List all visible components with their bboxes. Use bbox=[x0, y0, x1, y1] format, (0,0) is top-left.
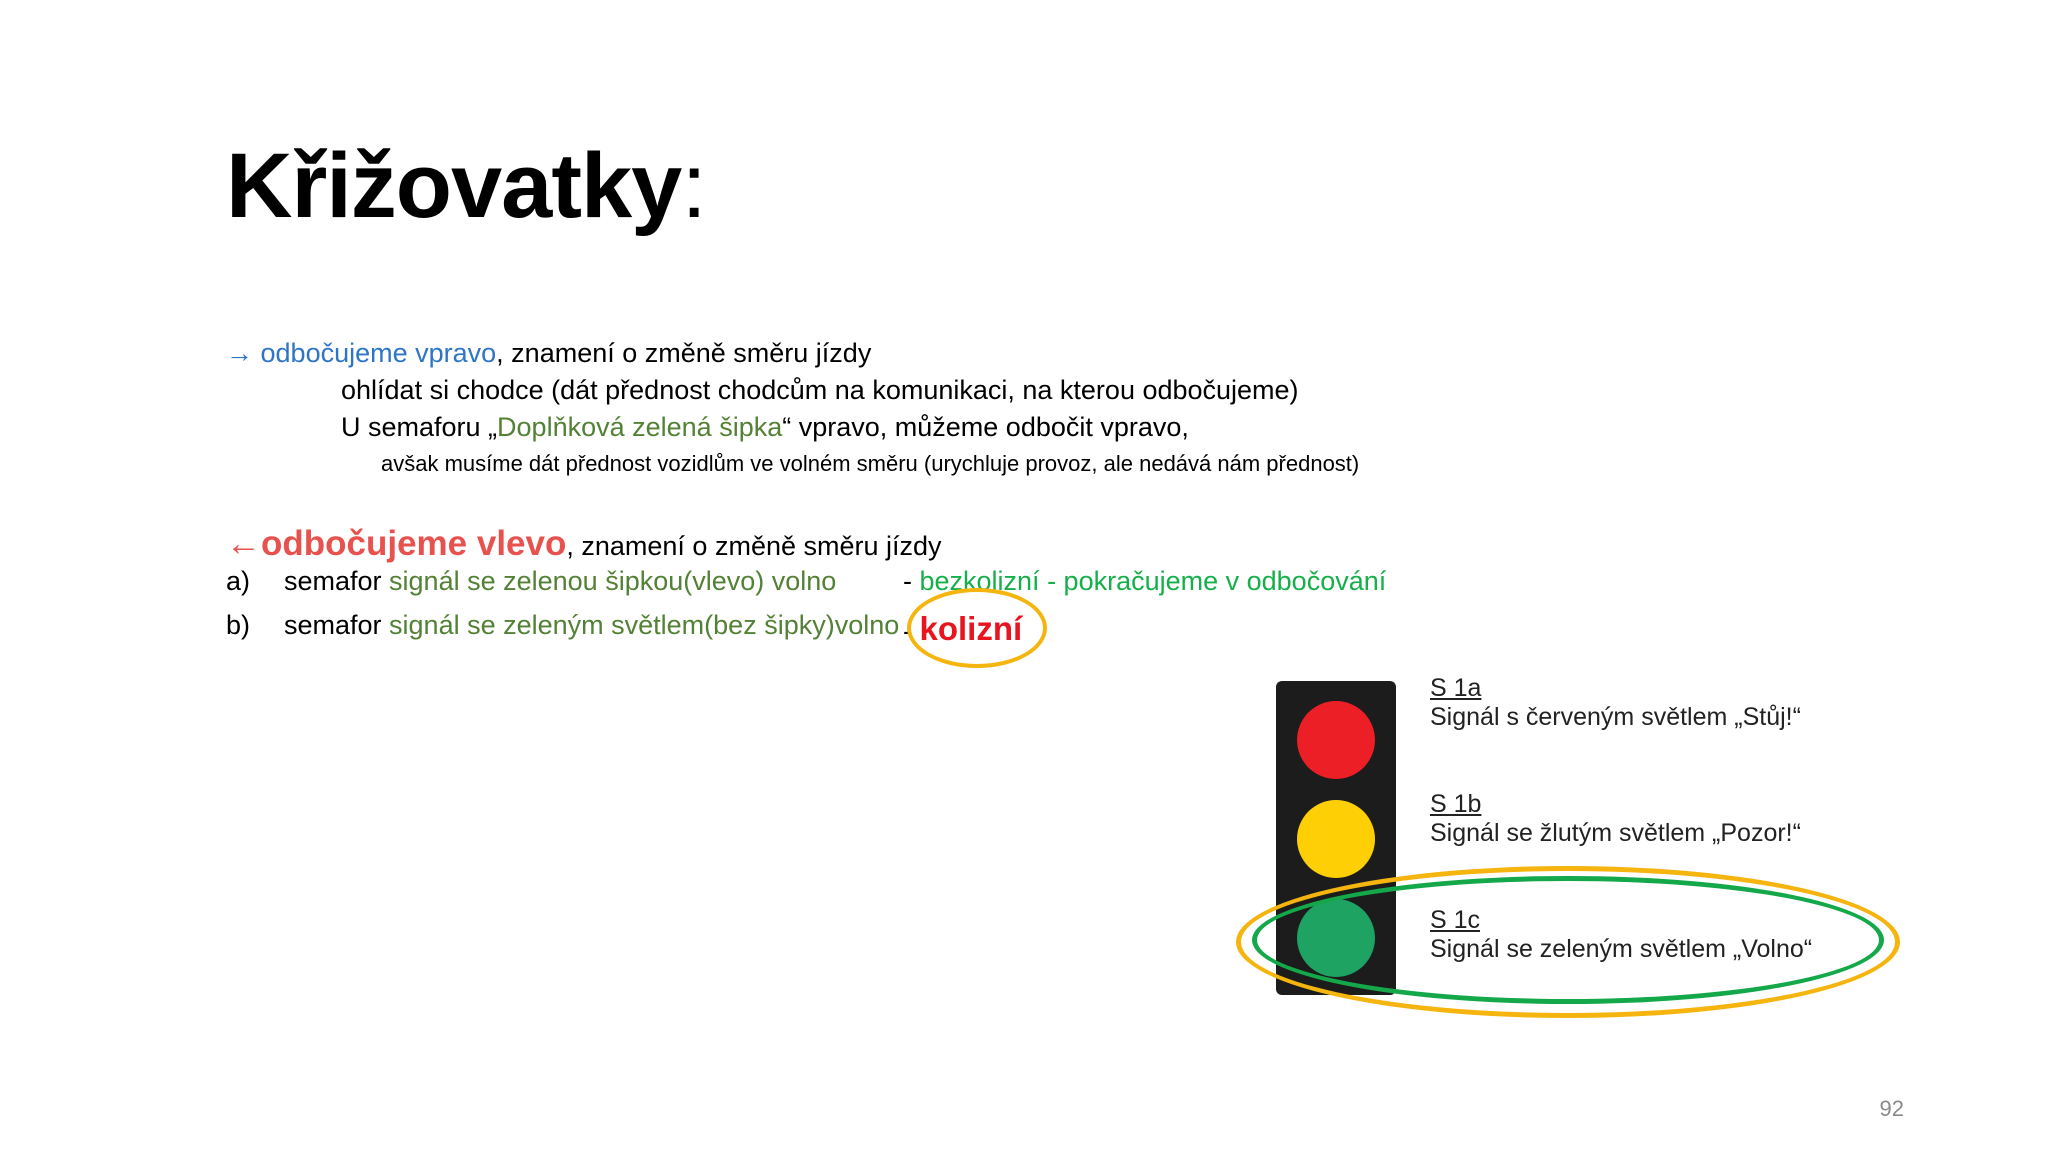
list-item-b-dash: - bbox=[903, 616, 920, 646]
signal-desc-s1c: Signál se zeleným světlem „Volno“ bbox=[1430, 935, 1813, 963]
right-turn-title: odbočujeme vpravo bbox=[260, 338, 497, 368]
page-number: 92 bbox=[1879, 1096, 1904, 1121]
signal-desc-s1b: Signál se žlutým světlem „Pozor!“ bbox=[1430, 819, 1801, 847]
list-item-a-signal: signál se zelenou šipkou(vlevo) volno bbox=[389, 566, 837, 596]
list-item-b bbox=[284, 612, 899, 639]
left-turn-title-rest: , znamení o změně směru jízdy bbox=[566, 531, 942, 561]
right-turn-line-3: avšak musíme dát přednost vozidlům ve volném směru (urychluje provoz, ale nedává nám přednost) bbox=[381, 451, 1360, 476]
highlight-ring-green-signal-inner bbox=[1252, 876, 1884, 1004]
left-arrow-icon: ← bbox=[226, 524, 261, 563]
red-lamp bbox=[1297, 701, 1375, 779]
right-turn-line-2 bbox=[341, 414, 1189, 441]
left-turn-heading bbox=[226, 526, 942, 561]
list-item-a-dash: - bbox=[903, 566, 920, 596]
title-colon: : bbox=[681, 135, 706, 237]
left-turn-title: odbočujeme vlevo bbox=[261, 524, 567, 563]
list-marker-a: a) bbox=[226, 566, 251, 596]
signal-code-s1b: S 1b bbox=[1430, 790, 1482, 818]
signal-desc-s1a: Signál s červeným světlem „Stůj!“ bbox=[1430, 703, 1801, 731]
green-arrow-signal-name: Doplňková zelená šipka bbox=[497, 412, 783, 442]
highlight-ring-collision bbox=[907, 588, 1047, 668]
right-turn-line-2-suffix: “ vpravo, můžeme odbočit vpravo, bbox=[782, 412, 1189, 442]
right-turn-heading bbox=[226, 340, 871, 367]
signal-code-s1c: S 1c bbox=[1430, 906, 1481, 934]
page-title bbox=[226, 135, 706, 237]
right-arrow-icon: → bbox=[226, 338, 253, 368]
list-item-a-result-text: bezkolizní - pokračujeme v odbočování bbox=[919, 566, 1387, 596]
list-item-b-signal: signál se zeleným světlem(bez šipky)volno bbox=[389, 610, 900, 640]
title-text: Křižovatky bbox=[226, 135, 682, 237]
right-turn-line-1: ohlídat si chodce (dát přednost chodcům na komunikaci, na kterou odbočujeme) bbox=[341, 375, 1299, 405]
yellow-lamp bbox=[1297, 800, 1375, 878]
right-turn-line-2-prefix: U semaforu „ bbox=[341, 412, 498, 442]
list-item-a bbox=[284, 568, 836, 595]
list-item-b-prefix: semafor bbox=[284, 610, 390, 640]
list-marker-b: b) bbox=[226, 610, 251, 640]
list-item-a-prefix: semafor bbox=[284, 566, 390, 596]
signal-code-s1a: S 1a bbox=[1430, 674, 1482, 702]
right-turn-title-rest: , znamení o změně směru jízdy bbox=[496, 338, 872, 368]
list-item-b-result-text: kolizní bbox=[919, 610, 1023, 647]
